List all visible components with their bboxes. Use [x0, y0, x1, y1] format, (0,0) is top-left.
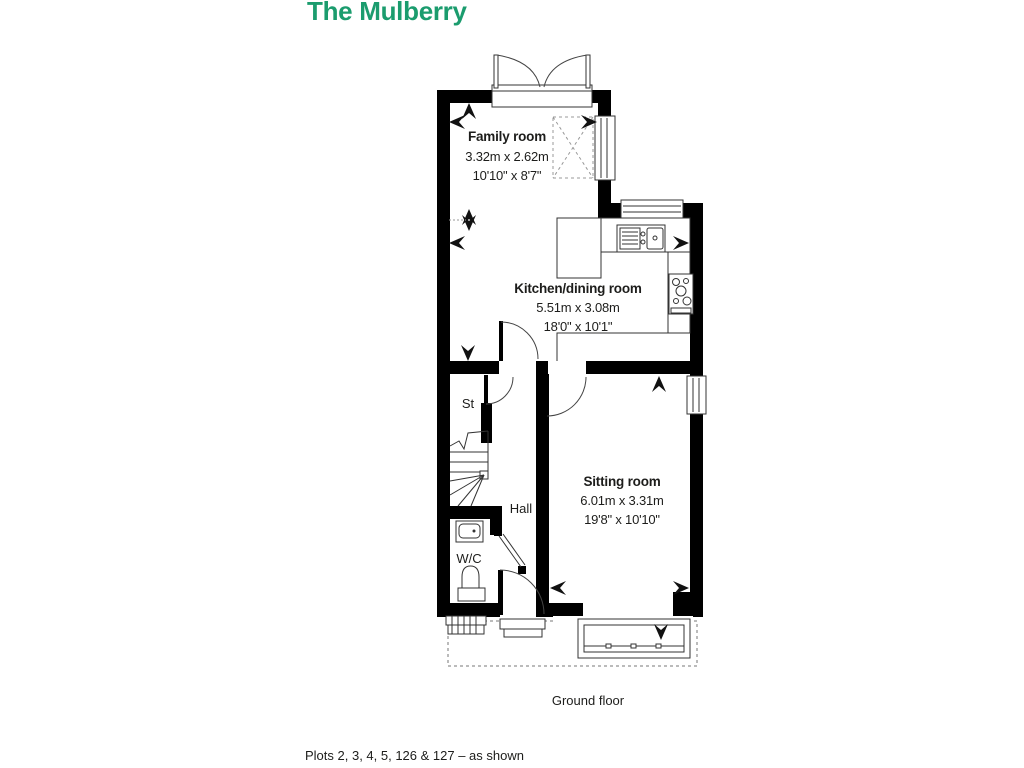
family-room-metric: 3.32m x 2.62m — [465, 149, 549, 164]
sitting-room-window — [687, 376, 706, 414]
hob-icon — [669, 274, 693, 314]
store-label: St — [461, 396, 475, 411]
wc-door — [494, 528, 526, 574]
sitting-room-name: Sitting room — [583, 474, 661, 489]
basin-icon — [456, 521, 483, 542]
kitchen-door — [499, 321, 538, 361]
room-label-family — [465, 129, 548, 183]
kitchen-metric: 5.51m x 3.08m — [536, 300, 620, 315]
exterior-steps — [446, 616, 486, 634]
page-title: The Mulberry — [307, 0, 467, 26]
family-room-window — [595, 116, 615, 180]
room-label-kitchen — [514, 281, 642, 334]
family-room-name: Family room — [467, 129, 547, 144]
french-doors — [492, 55, 592, 107]
wc-label: W/C — [456, 551, 482, 566]
store-door — [484, 375, 513, 404]
kitchen-name: Kitchen/dining room — [514, 281, 642, 296]
room-label-sitting — [580, 474, 663, 527]
sitting-room-metric: 6.01m x 3.31m — [580, 493, 664, 508]
sitting-room-door — [545, 375, 586, 417]
bay-window — [553, 616, 693, 660]
kitchen-window — [621, 200, 683, 220]
floor-label: Ground floor — [551, 693, 625, 708]
kitchen-imperial: 18'0" x 10'1" — [543, 319, 613, 334]
sink-icon — [617, 225, 665, 252]
plots-note: Plots 2, 3, 4, 5, 126 & 127 – as shown — [305, 748, 524, 763]
hall-label: Hall — [509, 501, 533, 516]
family-room-imperial: 10'10" x 8'7" — [472, 168, 542, 183]
toilet-icon — [458, 566, 485, 601]
sitting-room-imperial: 19'8" x 10'10" — [584, 512, 660, 527]
